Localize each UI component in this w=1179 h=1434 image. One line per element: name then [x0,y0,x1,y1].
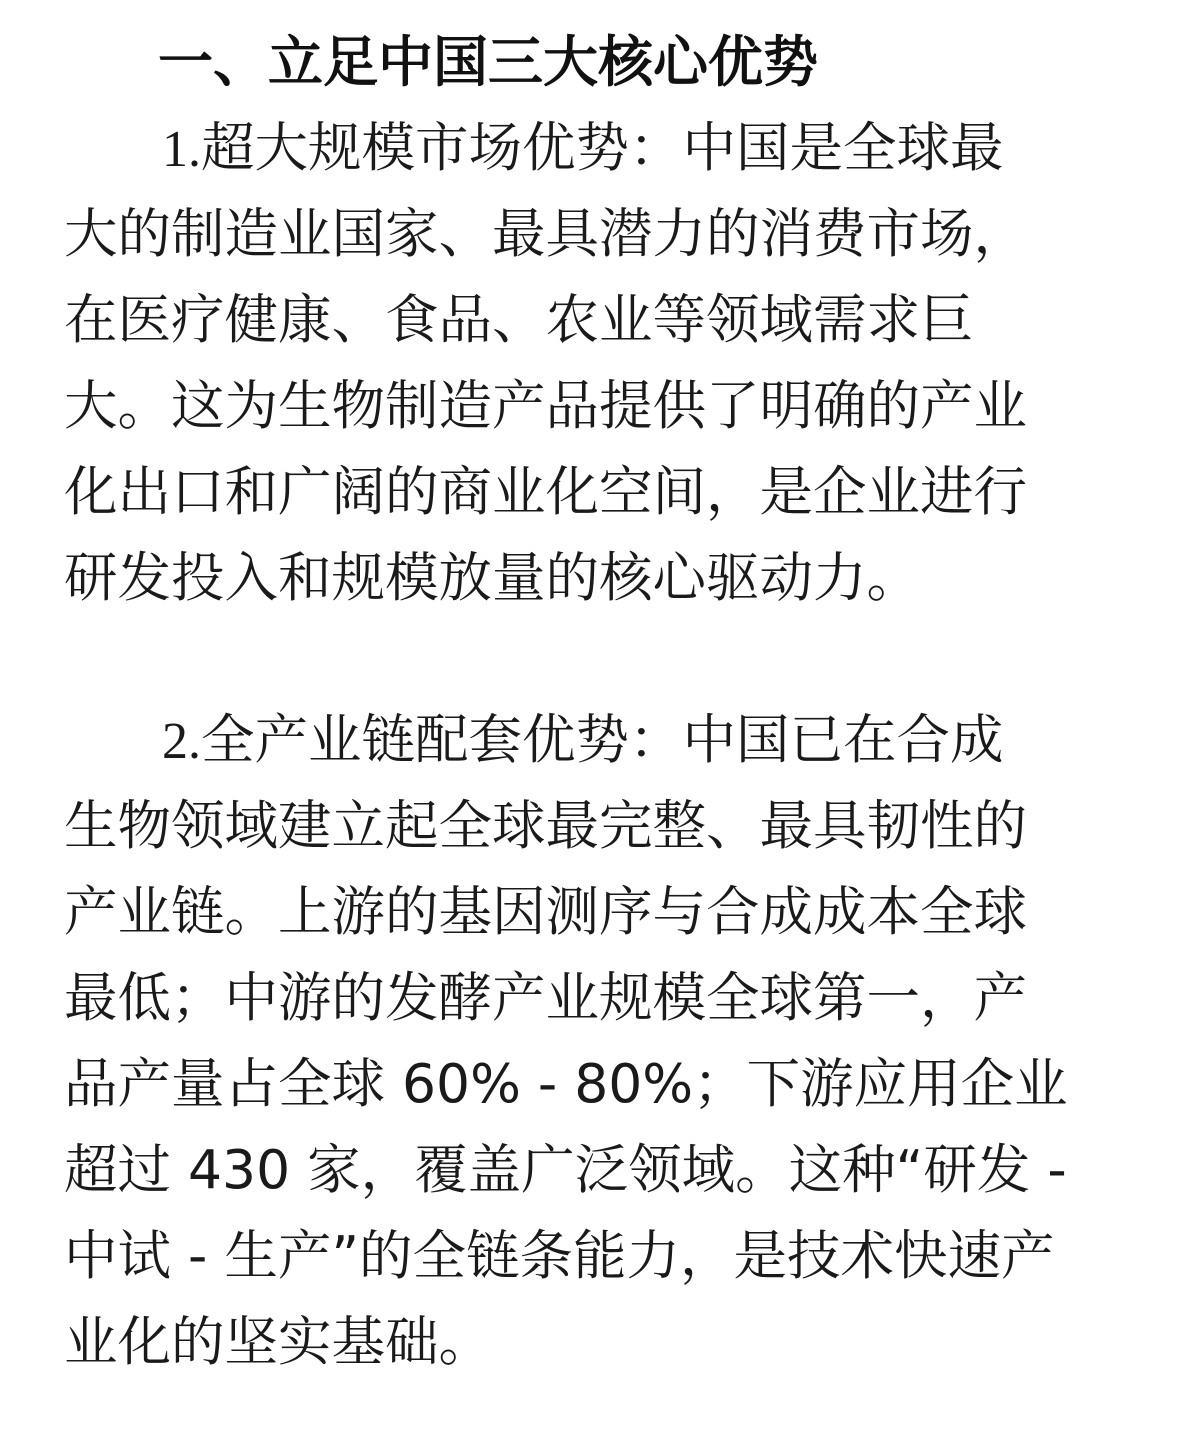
paragraph-1-line-4: 大。这为生物制造产品提供了明确的产业 [64,374,1027,437]
paragraph-2-line-1 [162,697,1004,783]
item-number: 2. [162,713,201,770]
item-number: 1. [162,121,201,178]
line-text: 全产业链配套优势：中国已在合成 [201,708,1004,771]
paragraph-1-line-5: 化出口和广阔的商业化空间，是企业进行 [64,460,1027,523]
paragraph-2-line-7: 中试 - 生产”的全链条能力，是技术快速产 [64,1224,1055,1287]
section-heading: 一、立足中国三大核心优势 [158,30,819,94]
paragraph-1-line-6: 研发投入和规模放量的核心驱动力。 [64,546,920,609]
paragraph-2-line-3: 产业链。上游的基因测序与合成成本全球 [64,880,1027,943]
paragraph-1-line-1 [162,105,1004,191]
line-text: 超大规模市场优势：中国是全球最 [201,116,1004,179]
paragraph-2-line-4: 最低；中游的发酵产业规模全球第一，产 [64,966,1027,1029]
paragraph-2-line-6: 超过 430 家，覆盖广泛领域。这种“研发 - [64,1138,1067,1201]
paragraph-1-line-2: 大的制造业国家、最具潜力的消费市场， [64,202,1027,265]
paragraph-1-line-3: 在医疗健康、食品、农业等领域需求巨 [64,288,974,351]
paragraph-2-line-8: 业化的坚实基础。 [64,1310,492,1373]
paragraph-2-line-5: 品产量占全球 60% - 80%；下游应用企业 [64,1052,1068,1115]
paragraph-2-line-2: 生物领域建立起全球最完整、最具韧性的 [64,794,1027,857]
